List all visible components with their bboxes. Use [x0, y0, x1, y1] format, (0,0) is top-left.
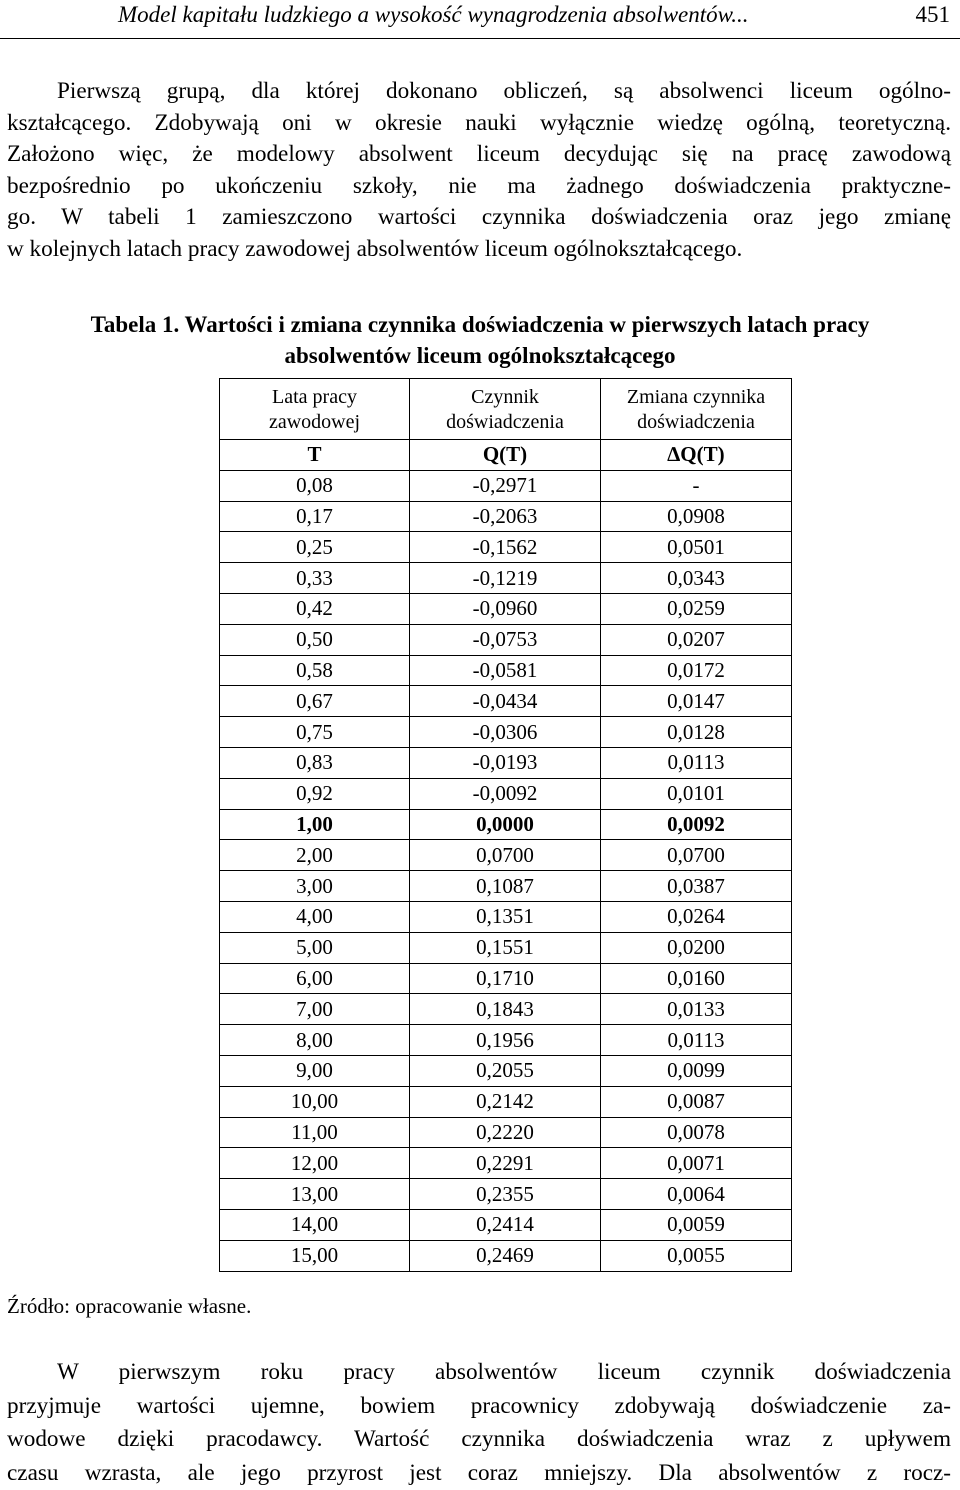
cell-factor: -0,0581	[410, 655, 601, 686]
table-row	[220, 624, 792, 655]
cell-years: 0,58	[220, 655, 410, 686]
cell-years: 10,00	[220, 1086, 410, 1117]
cell-years: 0,33	[220, 563, 410, 594]
symbol-delta-q: ∆Q(T)	[601, 440, 792, 471]
header-line: Lata pracy	[220, 385, 409, 410]
cell-years: 4,00	[220, 901, 410, 932]
cell-change: 0,0101	[601, 778, 792, 809]
table-row	[220, 809, 792, 840]
cell-years: 0,25	[220, 532, 410, 563]
cell-years: 0,83	[220, 747, 410, 778]
cell-years: 5,00	[220, 932, 410, 963]
cell-years: 1,00	[220, 809, 410, 840]
cell-factor: 0,1710	[410, 963, 601, 994]
table-row	[220, 901, 792, 932]
table-row	[220, 1179, 792, 1210]
cell-change: 0,0160	[601, 963, 792, 994]
cell-change: 0,0092	[601, 809, 792, 840]
intro-paragraph	[7, 76, 951, 265]
cell-change: 0,0501	[601, 532, 792, 563]
cell-years: 13,00	[220, 1179, 410, 1210]
cell-factor: 0,1956	[410, 1025, 601, 1056]
cell-years: 8,00	[220, 1025, 410, 1056]
table-row	[220, 655, 792, 686]
cell-factor: 0,1551	[410, 932, 601, 963]
table-row	[220, 963, 792, 994]
cell-change: 0,0172	[601, 655, 792, 686]
table-row	[220, 717, 792, 748]
header-line: doświadczenia	[410, 410, 600, 435]
table-row	[220, 1025, 792, 1056]
header-line: Czynnik	[410, 385, 600, 410]
cell-change: 0,0908	[601, 501, 792, 532]
table-row	[220, 994, 792, 1025]
table-row	[220, 532, 792, 563]
table-caption-line: Tabela 1. Wartości i zmiana czynnika doświadczenia w pierwszych latach pracy	[0, 309, 960, 340]
cell-years: 0,08	[220, 470, 410, 501]
paragraph-line: go. W tabeli 1 zamieszczono wartości czynnika doświadczenia oraz jego zmianę	[7, 202, 951, 234]
paragraph-line: w kolejnych latach pracy zawodowej absolwentów liceum ogólnokształcącego.	[7, 234, 951, 266]
cell-years: 15,00	[220, 1240, 410, 1271]
cell-factor: 0,1087	[410, 871, 601, 902]
cell-factor: 0,0700	[410, 840, 601, 871]
cell-years: 0,67	[220, 686, 410, 717]
experience-factor-table	[219, 378, 792, 1272]
cell-change: 0,0071	[601, 1148, 792, 1179]
cell-factor: 0,2291	[410, 1148, 601, 1179]
table-row	[220, 1086, 792, 1117]
cell-factor: -0,1562	[410, 532, 601, 563]
table-caption	[0, 309, 960, 371]
table-row	[220, 1209, 792, 1240]
table-row	[220, 1148, 792, 1179]
table-row	[220, 840, 792, 871]
cell-years: 11,00	[220, 1117, 410, 1148]
table-row	[220, 1240, 792, 1271]
table-row	[220, 778, 792, 809]
cell-change: 0,0128	[601, 717, 792, 748]
cell-years: 3,00	[220, 871, 410, 902]
cell-change: -	[601, 470, 792, 501]
table-row	[220, 1117, 792, 1148]
table-row	[220, 932, 792, 963]
paragraph-line: wodowe dzięki pracodawcy. Wartość czynnika doświadczenia wraz z upływem	[7, 1423, 951, 1457]
cell-change: 0,0207	[601, 624, 792, 655]
cell-change: 0,0064	[601, 1179, 792, 1210]
column-header-factor	[410, 379, 601, 440]
table-row	[220, 470, 792, 501]
cell-change: 0,0200	[601, 932, 792, 963]
cell-change: 0,0113	[601, 1025, 792, 1056]
cell-factor: -0,0306	[410, 717, 601, 748]
cell-change: 0,0087	[601, 1086, 792, 1117]
paragraph-line: czasu wzrasta, ale jego przyrost jest coraz mniejszy. Dla absolwentów z rocz-	[7, 1457, 951, 1490]
cell-change: 0,0700	[601, 840, 792, 871]
cell-years: 9,00	[220, 1055, 410, 1086]
cell-factor: 0,2142	[410, 1086, 601, 1117]
running-header	[0, 0, 960, 39]
paragraph-line: Pierwszą grupą, dla której dokonano obliczeń, są absolwenci liceum ogólno-	[7, 76, 951, 108]
table-row	[220, 686, 792, 717]
cell-factor: -0,0092	[410, 778, 601, 809]
table-row	[220, 563, 792, 594]
cell-change: 0,0147	[601, 686, 792, 717]
cell-factor: 0,1351	[410, 901, 601, 932]
cell-years: 2,00	[220, 840, 410, 871]
cell-years: 0,92	[220, 778, 410, 809]
paragraph-line: Założono więc, że modelowy absolwent liceum decydując się na pracę zawodową	[7, 139, 951, 171]
table-row	[220, 871, 792, 902]
symbol-t: T	[220, 440, 410, 471]
table-row	[220, 501, 792, 532]
cell-factor: 0,0000	[410, 809, 601, 840]
paragraph-line: bezpośrednio po ukończeniu szkoły, nie ma żadnego doświadczenia praktyczne-	[7, 171, 951, 203]
cell-change: 0,0113	[601, 747, 792, 778]
cell-factor: -0,0753	[410, 624, 601, 655]
cell-years: 0,75	[220, 717, 410, 748]
header-line: Zmiana czynnika	[601, 385, 791, 410]
symbol-q: Q(T)	[410, 440, 601, 471]
cell-factor: -0,1219	[410, 563, 601, 594]
cell-years: 0,42	[220, 593, 410, 624]
header-line: doświadczenia	[601, 410, 791, 435]
cell-years: 0,17	[220, 501, 410, 532]
cell-factor: -0,0434	[410, 686, 601, 717]
discussion-paragraph	[7, 1356, 951, 1490]
page-number: 451	[916, 2, 951, 28]
cell-factor: 0,2469	[410, 1240, 601, 1271]
header-line: zawodowej	[220, 410, 409, 435]
cell-factor: 0,2414	[410, 1209, 601, 1240]
cell-factor: 0,1843	[410, 994, 601, 1025]
cell-factor: -0,2063	[410, 501, 601, 532]
cell-change: 0,0259	[601, 593, 792, 624]
cell-factor: -0,0193	[410, 747, 601, 778]
cell-factor: 0,2220	[410, 1117, 601, 1148]
table-row	[220, 1055, 792, 1086]
table-source-note: Źródło: opracowanie własne.	[7, 1294, 251, 1319]
cell-years: 12,00	[220, 1148, 410, 1179]
cell-years: 14,00	[220, 1209, 410, 1240]
cell-factor: -0,2971	[410, 470, 601, 501]
cell-change: 0,0055	[601, 1240, 792, 1271]
cell-years: 6,00	[220, 963, 410, 994]
column-header-years	[220, 379, 410, 440]
cell-change: 0,0059	[601, 1209, 792, 1240]
table-body	[220, 470, 792, 1271]
cell-change: 0,0343	[601, 563, 792, 594]
cell-change: 0,0099	[601, 1055, 792, 1086]
cell-change: 0,0133	[601, 994, 792, 1025]
table-row	[220, 747, 792, 778]
cell-years: 7,00	[220, 994, 410, 1025]
cell-change: 0,0078	[601, 1117, 792, 1148]
cell-factor: 0,2355	[410, 1179, 601, 1210]
cell-change: 0,0387	[601, 871, 792, 902]
paragraph-line: W pierwszym roku pracy absolwentów liceum czynnik doświadczenia	[7, 1356, 951, 1390]
table-caption-line: absolwentów liceum ogólnokształcącego	[0, 340, 960, 371]
running-title: Model kapitału ludzkiego a wysokość wynagrodzenia absolwentów...	[118, 2, 749, 28]
table-row	[220, 593, 792, 624]
paragraph-line: przyjmuje wartości ujemne, bowiem pracownicy zdobywają doświadczenie za-	[7, 1390, 951, 1424]
cell-change: 0,0264	[601, 901, 792, 932]
cell-factor: 0,2055	[410, 1055, 601, 1086]
paragraph-line: kształcącego. Zdobywają oni w okresie nauki wyłącznie wiedzę ogólną, teoretyczną.	[7, 108, 951, 140]
column-header-change	[601, 379, 792, 440]
cell-factor: -0,0960	[410, 593, 601, 624]
cell-years: 0,50	[220, 624, 410, 655]
